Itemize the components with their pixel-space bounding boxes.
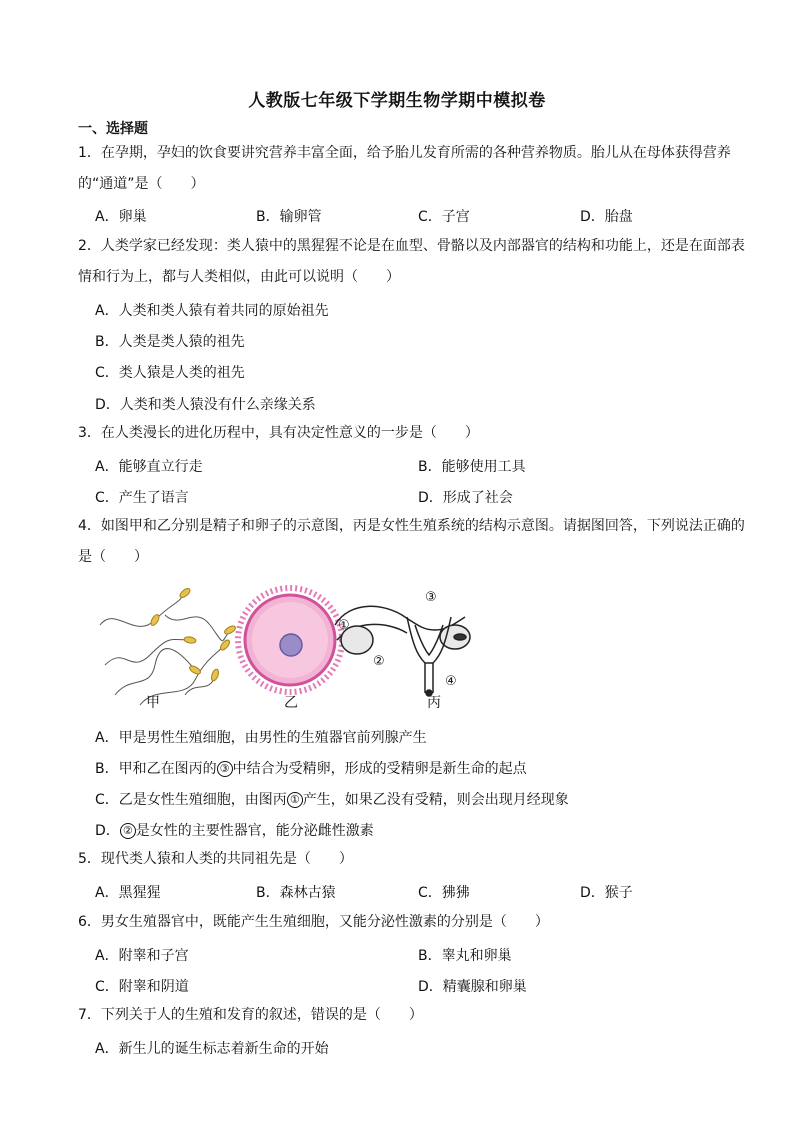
q4-option-a: A．甲是男性生殖细胞，由男性的生殖器官前列腺产生 xyxy=(95,730,427,746)
q1-option-c: C．子宫 xyxy=(418,209,470,225)
section-heading: 一、选择题 xyxy=(78,121,148,137)
q3-option-b: B．能够使用工具 xyxy=(418,459,526,475)
question-6-stem: 6．男女生殖器官中，既能产生生殖细胞，又能分泌性激素的分别是（ ） xyxy=(78,914,549,930)
q6-option-c: C．附睾和阴道 xyxy=(95,979,189,995)
label-1: ① xyxy=(338,618,350,633)
page-title: 人教版七年级下学期生物学期中模拟卷 xyxy=(248,91,546,111)
label-4: ④ xyxy=(445,674,457,689)
egg-cell-illustration xyxy=(238,588,342,692)
label-2: ② xyxy=(373,654,385,669)
q4-option-b: B．甲和乙在图丙的 ③ 中结合为受精卵，形成的受精卵是新生命的起点 xyxy=(95,761,527,777)
sperm-illustration xyxy=(100,587,237,705)
q5-option-c: C．狒狒 xyxy=(418,885,470,901)
question-2-stem: 2．人类学家已经发现：类人猿中的黑猩猩不论是在血型、骨骼以及内部器官的结构和功能上，还是在面部表情和行为上，都与人类相似，由此可以说明（ ） xyxy=(78,238,745,285)
q1-option-a: A．卵巢 xyxy=(95,209,147,225)
q3-option-a: A．能够直立行走 xyxy=(95,459,203,475)
question-4-stem: 4．如图甲和乙分别是精子和卵子的示意图，丙是女性生殖系统的结构示意图。请据图回答，下列说法正确的是（ ） xyxy=(78,518,745,565)
circled-2: ② xyxy=(120,823,136,839)
q2-option-b: B．人类是类人猿的祖先 xyxy=(95,334,245,350)
circled-1: ① xyxy=(287,792,303,808)
q2-option-a: A．人类和类人猿有着共同的原始祖先 xyxy=(95,303,329,319)
figure-label-bing: 丙 xyxy=(427,695,441,711)
q3-option-d: D．形成了社会 xyxy=(418,490,513,506)
q1-option-b: B．输卵管 xyxy=(256,209,322,225)
question-1-stem: 1．在孕期，孕妇的饮食要讲究营养丰富全面，给予胎儿发育所需的各种营养物质。胎儿从在母体获得营养的“通道”是（ ） xyxy=(78,145,731,192)
q2-option-d: D．人类和类人猿没有什么亲缘关系 xyxy=(95,397,316,413)
question-3-stem: 3．在人类漫长的进化历程中，具有决定性意义的一步是（ ） xyxy=(78,425,479,441)
figure-label-yi: 乙 xyxy=(284,695,298,711)
q6-option-a: A．附睾和子宫 xyxy=(95,948,189,964)
q6-option-d: D．精囊腺和卵巢 xyxy=(418,979,527,995)
question-5-stem: 5．现代类人猿和人类的共同祖先是（ ） xyxy=(78,851,353,867)
q5-option-b: B．森林古猿 xyxy=(256,885,336,901)
q5-option-a: A．黑猩猩 xyxy=(95,885,161,901)
q7-option-a: A．新生儿的诞生标志着新生命的开始 xyxy=(95,1041,329,1057)
q3-option-c: C．产生了语言 xyxy=(95,490,189,506)
circled-3: ③ xyxy=(217,761,233,777)
q6-option-b: B．睾丸和卵巢 xyxy=(418,948,512,964)
q1-option-d: D．胎盘 xyxy=(580,209,633,225)
q2-option-c: C．类人猿是人类的祖先 xyxy=(95,365,245,381)
label-3: ③ xyxy=(425,590,437,605)
q5-option-d: D．猴子 xyxy=(580,885,633,901)
question-7-stem: 7．下列关于人的生殖和发育的叙述，错误的是（ ） xyxy=(78,1007,423,1023)
q4-option-d: D． ② 是女性的主要性器官，能分泌雌性激素 xyxy=(95,823,374,839)
figure-label-jia: 甲 xyxy=(146,695,160,711)
q4-option-c: C．乙是女性生殖细胞，由图丙 ① 产生，如果乙没有受精，则会出现月经现象 xyxy=(95,792,569,808)
